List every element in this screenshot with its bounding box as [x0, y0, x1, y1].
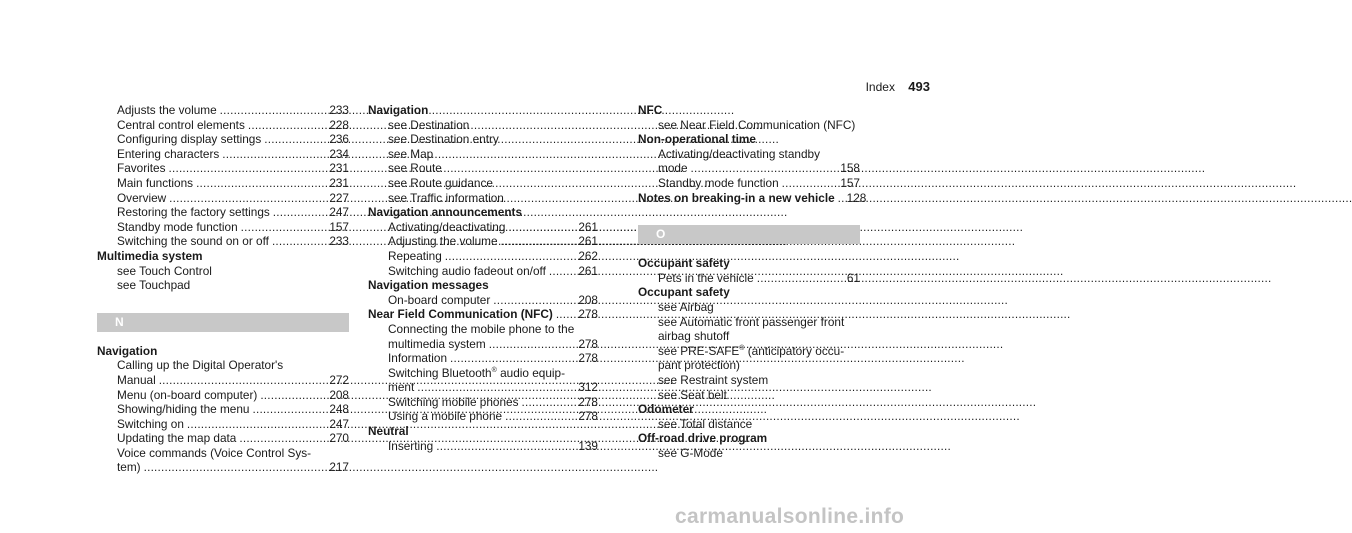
dot-leader [436, 439, 575, 454]
entry-page: 261 [578, 219, 598, 234]
entry-text: Updating the map data [117, 431, 237, 446]
entry-text: Entering characters [117, 146, 220, 161]
entry-page: 139 [578, 438, 598, 453]
see-reference: see Touchpad [117, 278, 191, 293]
entry-text: Switching on [117, 416, 184, 431]
entry-list [368, 220, 598, 278]
index-entry [97, 103, 349, 118]
index-entry [97, 417, 349, 432]
entry-page: 262 [578, 248, 598, 263]
dot-leader [691, 161, 838, 176]
index-entry [97, 373, 349, 388]
see-reference: see Automatic front passenger front [658, 314, 845, 329]
index-heading: Off-road drive program [638, 431, 768, 446]
see-reference-part: (anticipatory occu- [744, 343, 845, 358]
entry-page: 231 [329, 161, 349, 176]
entry-page: 231 [329, 175, 349, 190]
see-reference: see Route [388, 161, 442, 176]
entry-text: Favorites [117, 161, 166, 176]
dot-leader [757, 271, 844, 286]
index-entry [97, 388, 349, 403]
index-heading: Near Field Communication (NFC) [368, 307, 553, 322]
entry-page: 208 [329, 387, 349, 402]
entry-text: Standby mode function [117, 219, 238, 234]
index-heading: Navigation messages [368, 278, 489, 293]
entry-list [97, 103, 349, 249]
entry-text: ment [388, 380, 415, 395]
entry-text-part: audio equip- [496, 365, 566, 380]
dot-leader [273, 205, 327, 220]
entry-text: multimedia system [388, 336, 486, 351]
entry-page: 278 [578, 336, 598, 351]
see-reference: see Seat belt [658, 387, 727, 402]
index-entry [97, 147, 349, 162]
entry-page: 247 [329, 416, 349, 431]
registered-mark: ® [739, 344, 745, 352]
entry-page: 278 [578, 307, 598, 322]
index-entry [638, 161, 860, 176]
entry-page: 158 [840, 161, 860, 176]
entry-page: 236 [329, 132, 349, 147]
entry-list [368, 293, 598, 308]
dot-leader [239, 431, 326, 446]
entry-page: 217 [329, 460, 349, 475]
see-reference: see G-Mode [658, 445, 723, 460]
index-heading: Navigation [97, 343, 158, 358]
entry-page: 233 [329, 234, 349, 249]
see-reference: see Near Field Communication (NFC) [658, 117, 856, 132]
entry-text: Manual [117, 372, 156, 387]
registered-mark: ® [491, 366, 497, 374]
entry-text: Overview [117, 190, 167, 205]
see-list [368, 118, 598, 206]
entry-page: 234 [329, 146, 349, 161]
entry-page: 208 [578, 292, 598, 307]
index-heading-entry [638, 190, 867, 206]
dot-leader [522, 395, 576, 410]
entry-text: Information [388, 351, 448, 366]
index-heading: Occupant safety [638, 256, 730, 271]
index-column-2 [368, 103, 598, 453]
index-entry [97, 161, 349, 176]
dot-leader [417, 380, 575, 395]
index-entry [368, 293, 598, 308]
entry-text: Showing/hiding the menu [117, 402, 250, 417]
index-entry [97, 191, 349, 206]
entry-text: tem) [117, 460, 141, 475]
index-entry [368, 395, 598, 410]
entry-page: 233 [329, 103, 349, 117]
letter-divider-n: N [97, 313, 349, 332]
index-heading-entry [368, 307, 598, 322]
entry-page: 61 [846, 270, 860, 285]
dot-leader [169, 161, 327, 176]
see-reference: see Destination entry [388, 132, 499, 147]
dot-leader [144, 460, 327, 475]
dot-leader [241, 220, 327, 235]
entry-text: Pets in the vehicle [658, 270, 754, 285]
see-reference: airbag shutoff [658, 329, 730, 344]
entry-text: Activating/deactivating [388, 219, 506, 234]
entry-list [368, 439, 598, 454]
index-entry [638, 176, 860, 191]
dot-leader [260, 388, 326, 403]
index-heading: NFC [638, 103, 663, 117]
entry-text: Configuring display settings [117, 132, 262, 147]
dot-leader [556, 307, 575, 322]
entry-page: 278 [578, 409, 598, 424]
entry-page: 278 [578, 394, 598, 409]
dot-leader [501, 234, 576, 249]
index-entry [368, 439, 598, 454]
index-entry [368, 380, 598, 395]
index-heading: Multimedia system [97, 248, 203, 263]
dot-leader [489, 337, 576, 352]
entry-list [638, 271, 860, 286]
entry-page: 270 [329, 431, 349, 446]
entry-text: Repeating [388, 248, 442, 263]
index-heading: Notes on breaking-in a new vehicle [638, 190, 835, 205]
entry-page: 157 [840, 175, 860, 190]
entry-page: 278 [578, 351, 598, 366]
see-reference: see Total distance [658, 416, 753, 431]
index-heading: Occupant safety [638, 285, 730, 300]
index-column-1 [97, 103, 349, 475]
entry-text: mode [658, 161, 688, 176]
dot-leader [505, 409, 575, 424]
page-header [866, 79, 930, 94]
entry-page: 157 [329, 219, 349, 234]
dot-leader [445, 249, 576, 264]
entry-text: Switching audio fadeout on/off [388, 263, 546, 278]
index-entry [97, 132, 349, 147]
entry-page: 247 [329, 205, 349, 220]
index-entry [638, 271, 860, 286]
entry-text: Main functions [117, 175, 194, 190]
index-heading: Odometer [638, 402, 694, 417]
index-entry [97, 460, 349, 475]
index-heading: Navigation [368, 103, 429, 117]
entry-list [368, 395, 598, 424]
index-entry [368, 337, 598, 352]
see-reference: see Route guidance [388, 175, 493, 190]
dot-leader [508, 220, 575, 235]
index-heading: Non-operational time [638, 132, 756, 147]
index-entry [97, 234, 349, 249]
index-entry [97, 118, 349, 133]
index-entry [97, 205, 349, 220]
entry-text: Calling up the Digital Operator's [117, 358, 284, 373]
index-entry [368, 409, 598, 424]
entry-page: 312 [578, 380, 598, 395]
entry-page: 128 [846, 190, 867, 205]
index-entry [368, 234, 598, 249]
entry-page: 261 [578, 263, 598, 278]
index-entry [368, 220, 598, 235]
index-heading: Neutral [368, 424, 409, 439]
entry-text: Voice commands (Voice Control Sys- [117, 445, 312, 460]
entry-text: Menu (on-board computer) [117, 387, 258, 402]
see-reference: see Airbag [658, 299, 714, 314]
index-entry [97, 176, 349, 191]
dot-leader [196, 176, 326, 191]
entry-text: On-board computer [388, 292, 491, 307]
index-entry [97, 402, 349, 417]
see-reference: see Map [388, 146, 434, 161]
see-reference [638, 344, 860, 359]
see-reference: see Destination [388, 117, 470, 132]
entry-text: Connecting the mobile phone to the [388, 321, 575, 336]
dot-leader [252, 402, 326, 417]
index-heading: Navigation announcements [368, 205, 523, 220]
dot-leader [264, 132, 326, 147]
entry-text: Switching the sound on or off [117, 234, 269, 249]
dot-leader [272, 234, 326, 249]
index-entry [368, 249, 598, 264]
index-entry [97, 220, 349, 235]
entry-page: 248 [329, 402, 349, 417]
dot-leader [549, 264, 575, 279]
index-entry [97, 431, 349, 446]
dot-leader [838, 191, 844, 206]
dot-leader [159, 373, 327, 388]
header-title: Index [865, 80, 895, 94]
entry-text: Adjusting the volume [388, 234, 498, 249]
entry-text: Using a mobile phone [388, 409, 503, 424]
entry-text: Activating/deactivating standby [658, 146, 820, 161]
entry-text [368, 366, 598, 381]
entry-page: 272 [329, 372, 349, 387]
entry-text: Central control elements [117, 117, 245, 132]
entry-page: 228 [329, 117, 349, 132]
index-column-3 [638, 103, 867, 460]
dot-leader [220, 103, 327, 118]
index-entry [368, 351, 598, 366]
entry-text: Restoring the factory settings [117, 205, 270, 220]
watermark: carmanualsonline.info [675, 505, 905, 528]
entry-text-part: Switching Bluetooth [388, 365, 492, 380]
dot-leader [782, 176, 838, 191]
entry-list [97, 388, 349, 446]
entry-text: Inserting [388, 438, 434, 453]
entry-text: Standby mode function [658, 175, 779, 190]
dot-leader [248, 118, 326, 133]
see-reference: see Restraint system [658, 372, 769, 387]
dot-leader [169, 191, 326, 206]
entry-page: 227 [329, 190, 349, 205]
see-reference-part: see PRE-SAFE [658, 343, 740, 358]
entry-text: Switching mobile phones [388, 394, 519, 409]
dot-leader [450, 351, 575, 366]
dot-leader [222, 147, 326, 162]
dot-leader [493, 293, 575, 308]
see-reference: see Touch Control [117, 263, 212, 278]
page-number: 493 [908, 79, 930, 94]
entry-page: 261 [578, 234, 598, 249]
see-reference: see Traffic information [388, 190, 504, 205]
entry-text: Adjusts the volume [117, 103, 217, 117]
letter-divider-o: O [638, 225, 860, 244]
see-reference: pant protection) [658, 358, 740, 373]
index-entry [368, 264, 598, 279]
dot-leader [187, 417, 326, 432]
